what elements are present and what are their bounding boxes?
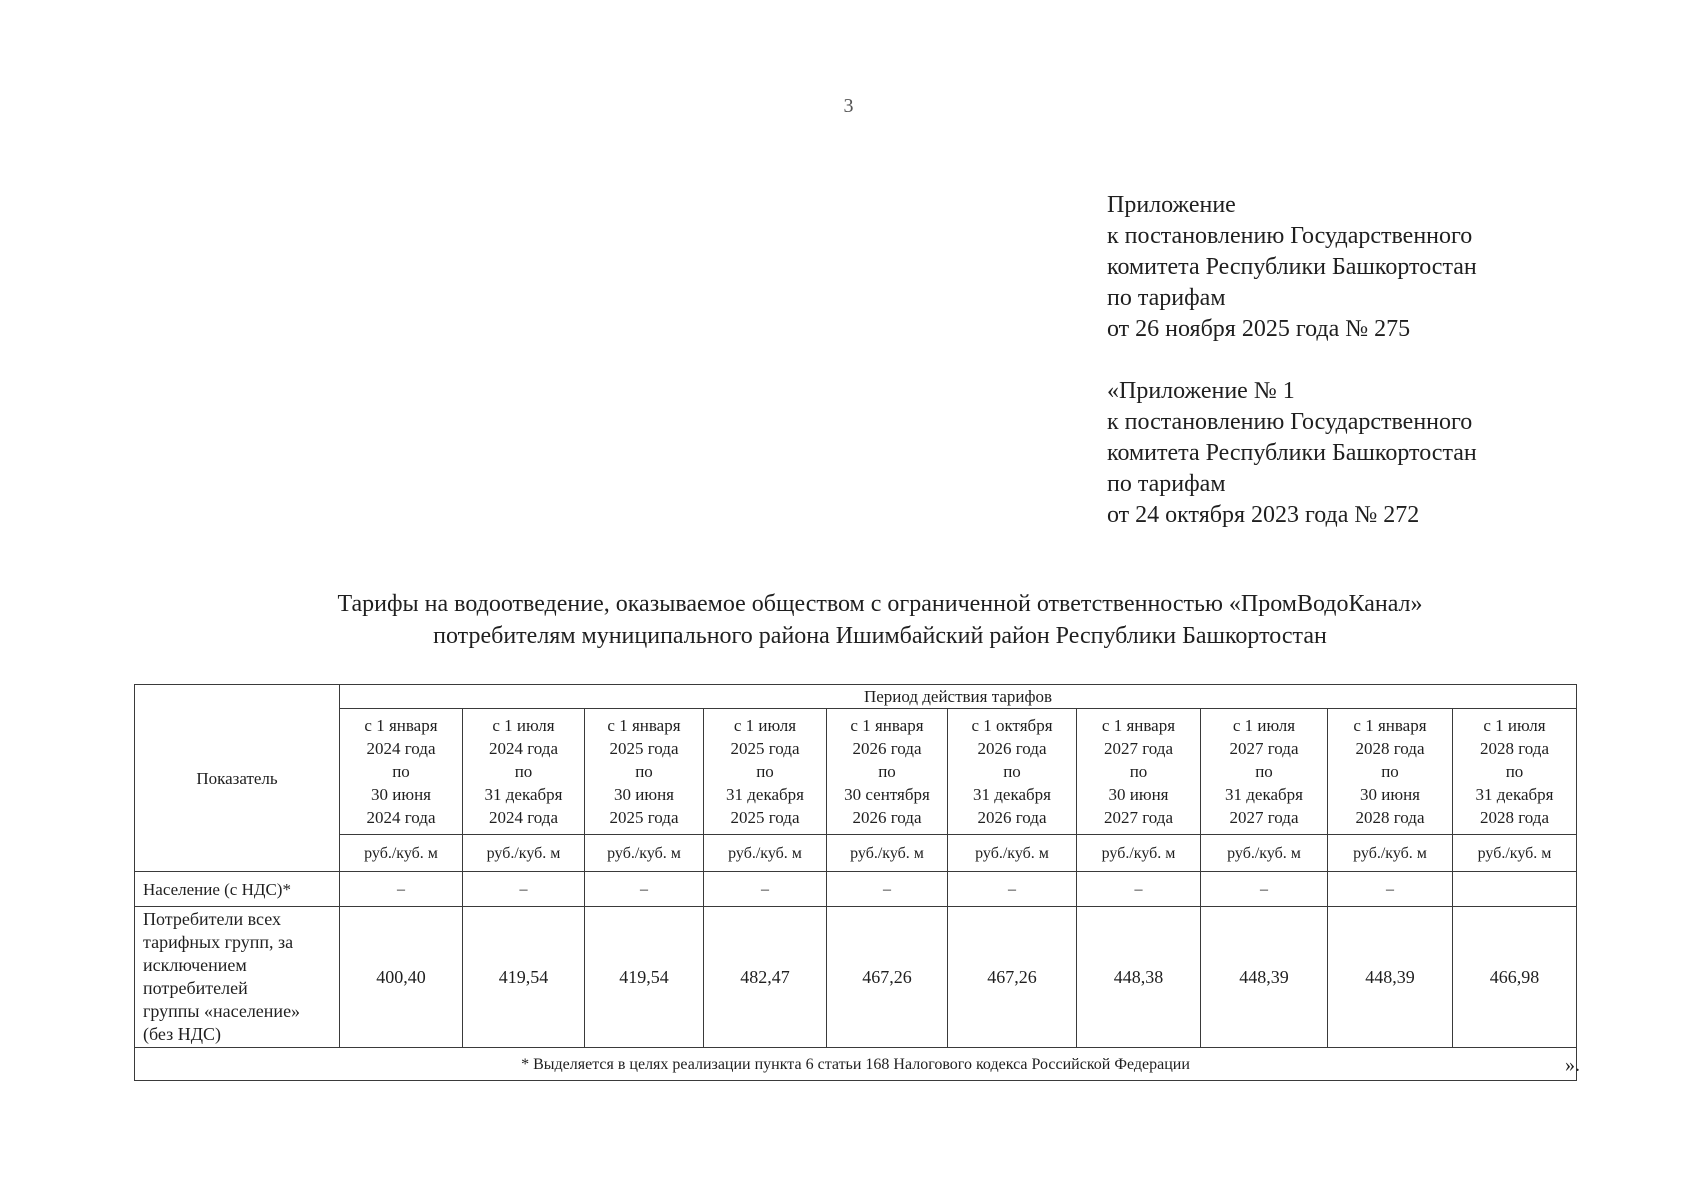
consumers-label-line: группы «население» [143, 1001, 301, 1021]
appendix-line: комитета Республики Башкортостан [1107, 440, 1477, 466]
title-line: потребителям муниципального района Ишимбайский район Республики Башкортостан [433, 623, 1327, 649]
closing-quote: ». [1565, 1054, 1580, 1076]
appendix-line: комитета Республики Башкортостан [1107, 254, 1477, 280]
document-title [0, 588, 1697, 652]
population-value: – [340, 872, 463, 907]
appendix-line: по тарифам [1107, 471, 1226, 497]
period-line: 2027 года [1229, 739, 1299, 758]
population-value: – [1328, 872, 1453, 907]
appendix-line: Приложение [1107, 192, 1236, 218]
period-line: 2028 года [1479, 739, 1549, 758]
population-value: – [585, 872, 704, 907]
period-line: 2027 года [1103, 739, 1173, 758]
consumers-value: 419,54 [463, 907, 585, 1048]
period-line: с 1 октября [971, 716, 1053, 735]
period-line: 2026 года [977, 808, 1047, 827]
period-line: по [1129, 762, 1148, 781]
period-cell [463, 709, 585, 835]
period-line: 2024 года [488, 808, 558, 827]
period-cell [1453, 709, 1577, 835]
tariff-table [134, 684, 1577, 1081]
unit-cell: руб./куб. м [827, 835, 948, 872]
period-cell [948, 709, 1077, 835]
period-line: 2028 года [1479, 808, 1549, 827]
unit-cell: руб./куб. м [1328, 835, 1453, 872]
consumers-value: 482,47 [704, 907, 827, 1048]
unit-cell: руб./куб. м [340, 835, 463, 872]
period-cell [1077, 709, 1201, 835]
unit-cell: руб./куб. м [1077, 835, 1201, 872]
page-number: 3 [843, 95, 854, 117]
period-line: по [878, 762, 896, 781]
period-cell [827, 709, 948, 835]
period-line: 2026 года [852, 739, 922, 758]
unit-cell: руб./куб. м [1201, 835, 1328, 872]
period-line: 2024 года [366, 739, 436, 758]
unit-cell: руб./куб. м [1453, 835, 1577, 872]
period-line: 2025 года [730, 739, 800, 758]
period-cell [585, 709, 704, 835]
period-line: с 1 января [1353, 716, 1427, 735]
consumers-value: 419,54 [585, 907, 704, 1048]
appendix-line: от 26 ноября 2025 года № 275 [1107, 316, 1411, 342]
period-line: по [1003, 762, 1021, 781]
consumers-label [135, 907, 340, 1048]
period-line: по [635, 762, 653, 781]
population-value: – [827, 872, 948, 907]
consumers-label-line: тарифных групп, за [143, 932, 294, 952]
period-line: 2028 года [1355, 739, 1425, 758]
period-line: по [392, 762, 410, 781]
period-line: 30 июня [371, 785, 431, 804]
period-line: 31 декабря [973, 785, 1051, 804]
consumers-value: 467,26 [948, 907, 1077, 1048]
consumers-value: 400,40 [340, 907, 463, 1048]
appendix-header [1107, 190, 1477, 345]
unit-cell: руб./куб. м [948, 835, 1077, 872]
period-line: 2026 года [852, 808, 922, 827]
period-line: с 1 января [607, 716, 681, 735]
period-line: с 1 июля [492, 716, 555, 735]
period-line: 30 июня [614, 785, 674, 804]
indicator-header: Показатель [135, 685, 340, 872]
consumers-label-line: исключением [143, 955, 247, 975]
period-line: 30 июня [1360, 785, 1420, 804]
period-line: по [514, 762, 533, 781]
period-line: с 1 июля [1232, 716, 1296, 735]
consumers-value: 448,39 [1328, 907, 1453, 1048]
period-cell [1328, 709, 1453, 835]
population-value: – [1077, 872, 1201, 907]
consumers-label-line: потребителей [143, 978, 248, 998]
period-cell [1201, 709, 1328, 835]
unit-cell: руб./куб. м [704, 835, 827, 872]
period-line: с 1 июля [1483, 716, 1546, 735]
period-line: 2028 года [1355, 808, 1425, 827]
period-line: 2025 года [609, 808, 679, 827]
appendix-line: по тарифам [1107, 285, 1226, 311]
appendix-line: «Приложение № 1 [1107, 378, 1295, 404]
period-line: по [1381, 762, 1399, 781]
population-value [1453, 872, 1577, 907]
period-line: 31 декабря [484, 785, 563, 804]
population-value: – [948, 872, 1077, 907]
period-line: по [1505, 762, 1524, 781]
appendix-1-header [1107, 376, 1477, 531]
period-line: 2026 года [977, 739, 1047, 758]
consumers-value: 466,98 [1453, 907, 1577, 1048]
period-line: 2027 года [1229, 808, 1299, 827]
period-cell [340, 709, 463, 835]
population-value: – [463, 872, 585, 907]
period-line: 30 сентября [844, 785, 930, 804]
period-header: Период действия тарифов [340, 685, 1577, 709]
consumers-value: 448,38 [1077, 907, 1201, 1048]
period-line: 2025 года [730, 808, 800, 827]
consumers-value: 448,39 [1201, 907, 1328, 1048]
period-line: 2025 года [609, 739, 679, 758]
period-line: с 1 января [364, 716, 438, 735]
consumers-value: 467,26 [827, 907, 948, 1048]
population-value: – [704, 872, 827, 907]
title-line: Тарифы на водоотведение, оказываемое обществом с ограниченной ответственностью «ПромВодоКанал» [337, 591, 1423, 617]
footnote: * Выделяется в целях реализации пункта 6 статьи 168 Налогового кодекса Российской Федерации [135, 1048, 1577, 1081]
period-line: с 1 января [1101, 716, 1176, 735]
period-line: по [756, 762, 774, 781]
period-line: с 1 января [850, 716, 924, 735]
period-line: 31 декабря [1475, 785, 1554, 804]
unit-cell: руб./куб. м [463, 835, 585, 872]
consumers-label-line: (без НДС) [143, 1024, 222, 1044]
appendix-line: к постановлению Государственного [1107, 409, 1473, 435]
period-line: 31 декабря [1225, 785, 1303, 804]
population-value: – [1201, 872, 1328, 907]
period-line: 2024 года [488, 739, 558, 758]
period-cell [704, 709, 827, 835]
period-line: 30 июня [1108, 785, 1169, 804]
period-line: с 1 июля [733, 716, 797, 735]
period-line: 2027 года [1103, 808, 1173, 827]
population-label: Население (с НДС)* [135, 872, 340, 907]
period-line: 2024 года [366, 808, 436, 827]
unit-cell: руб./куб. м [585, 835, 704, 872]
appendix-line: от 24 октября 2023 года № 272 [1107, 502, 1420, 528]
period-line: по [1255, 762, 1273, 781]
consumers-label-line: Потребители всех [143, 909, 281, 929]
appendix-line: к постановлению Государственного [1107, 223, 1473, 249]
period-line: 31 декабря [726, 785, 804, 804]
